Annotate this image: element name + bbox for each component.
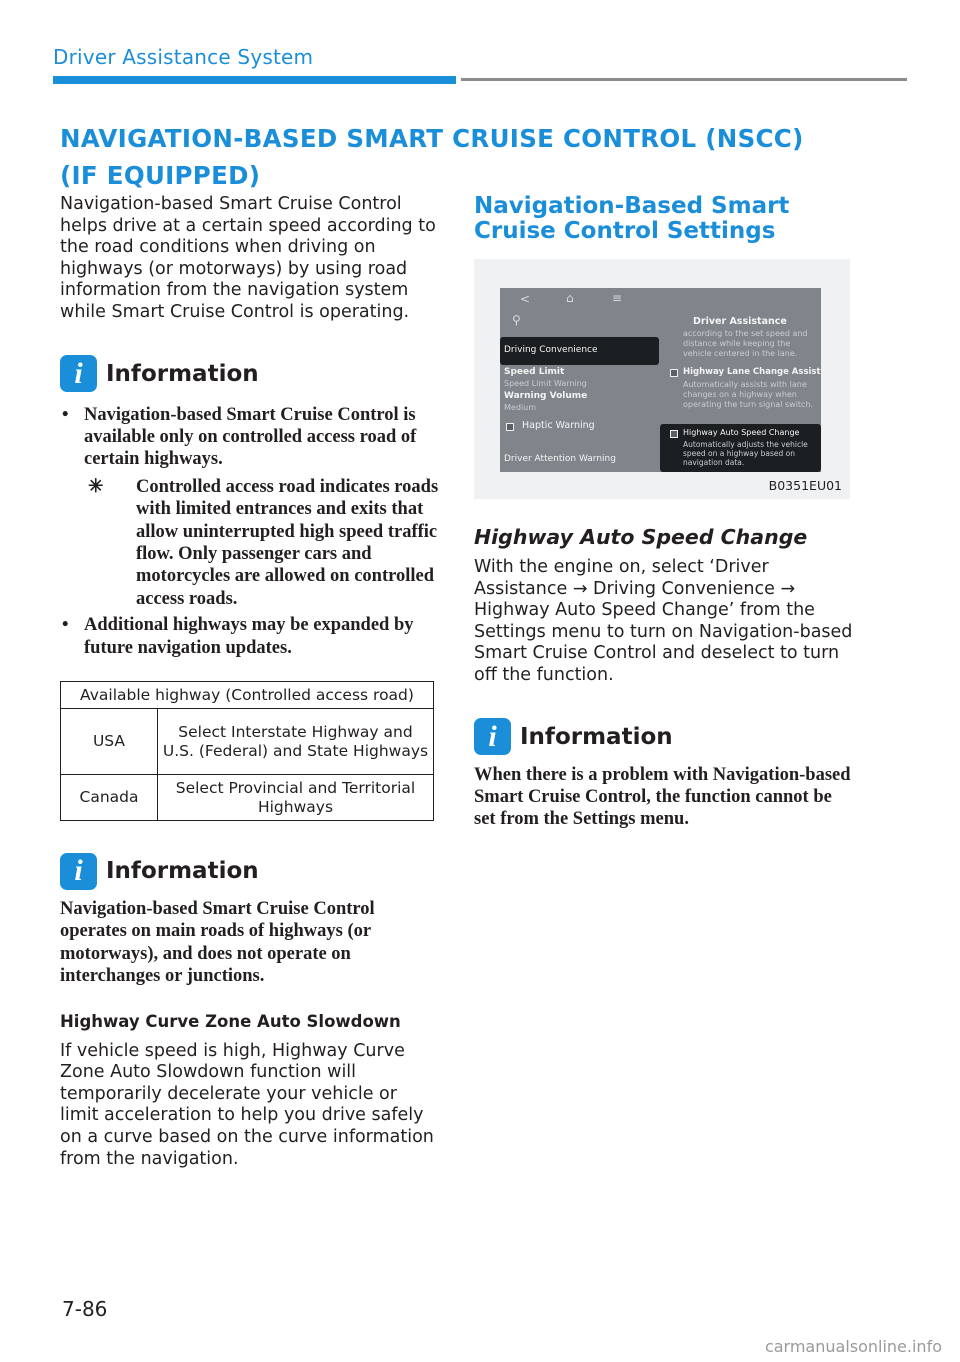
info-header — [474, 715, 854, 759]
bullet-text: Navigation-based Smart Cruise Control is available only on controlled access road of certain highways. — [84, 404, 417, 470]
option-lane-change: Highway Lane Change Assist — [683, 367, 821, 377]
settings-title: Navigation-Based Smart Cruise Control Settings — [474, 193, 790, 244]
info-box-1 — [60, 352, 440, 659]
list-item — [60, 614, 440, 659]
curve-title: Highway Curve Zone Auto Slowdown — [60, 1011, 401, 1031]
search-icon: ⚲ — [512, 313, 521, 327]
option-auto-speed: Highway Auto Speed Change — [683, 428, 800, 437]
bullet-marker: • — [62, 404, 69, 425]
info-header — [60, 849, 440, 893]
header-rule-gray — [461, 78, 907, 81]
checkbox-lane-change — [670, 369, 678, 377]
highway-table — [60, 681, 434, 821]
info-header — [60, 352, 440, 396]
table-cell-country: USA — [61, 709, 158, 775]
menu-icon: ≡ — [612, 291, 623, 305]
info-box-3 — [474, 715, 854, 831]
panel-desc: according to the set speed and distance while keeping the vehicle centered in the lane. — [683, 329, 808, 358]
menu-item-driver-attention: Driver Attention Warning — [504, 454, 616, 464]
menu-item-haptic-warning: Haptic Warning — [522, 420, 595, 431]
info-icon: i — [60, 355, 97, 392]
bullet-text: Additional highways may be expanded by future navigation updates. — [84, 615, 414, 658]
checkbox-haptic — [506, 423, 514, 431]
info-text: When there is a problem with Navigation-based Smart Cruise Control, the function cannot be set from the Settings menu. — [474, 764, 851, 830]
header-rule-accent — [53, 76, 456, 84]
checkbox-auto-speed — [670, 430, 678, 438]
intro-paragraph: Navigation-based Smart Cruise Control helps drive at a certain speed according to the road conditions when driving on highways (or motorways) by using road information from the navigation system while Smart Cruise Control is operating. — [60, 194, 436, 322]
back-icon: < — [520, 292, 531, 306]
option-lane-change-desc: Automatically assists with lane changes on a highway when operating the turn signal switch. — [683, 380, 814, 409]
note-text: Controlled access road indicates roads with limited entrances and exits that allow uninterrupted high speed traffic flow. Only passenger cars and motorcycles are allowed on controlled access roads. — [136, 476, 439, 609]
table-header: Available highway (Controlled access road) — [61, 682, 434, 709]
header-title: Driver Assistance System — [53, 45, 314, 69]
section-title-line1: NAVIGATION-BASED SMART CRUISE CONTROL (NSCC) — [60, 124, 804, 153]
menu-sub-speed-limit-warning: Speed Limit Warning — [504, 379, 587, 388]
note — [84, 476, 440, 610]
figure-code: B0351EU01 — [768, 478, 842, 493]
watermark: carmanualsonline.info — [764, 1337, 942, 1356]
table-cell-country: Canada — [61, 775, 158, 821]
menu-item-driving-convenience: Driving Convenience — [504, 345, 598, 355]
option-auto-speed-desc: Automatically adjusts the vehicle speed on a highway based on navigation data. — [683, 440, 808, 467]
bullet-marker: • — [62, 615, 69, 636]
right-column — [474, 194, 854, 831]
page-number: 7-86 — [62, 1297, 108, 1321]
menu-sub-warning-volume-value: Medium — [504, 403, 536, 412]
info-label: Information — [106, 360, 259, 387]
info-bullet-list — [60, 404, 440, 659]
section-title-line2: (IF EQUIPPED) — [60, 161, 261, 190]
settings-screen — [500, 288, 821, 472]
info-text: Navigation-based Smart Cruise Control operates on main roads of highways (or motorways), and does not operate on interchanges or junctions. — [60, 899, 375, 987]
left-column — [60, 194, 440, 1170]
table-cell-desc: Select Interstate Highway and U.S. (Federal) and State Highways — [158, 709, 434, 775]
menu-item-warning-volume: Warning Volume — [504, 391, 588, 401]
curve-paragraph: If vehicle speed is high, Highway Curve Zone Auto Slowdown function will temporarily decelerate your vehicle or limit acceleration to help you drive safely on a curve based on the curve information from the navigation. — [60, 1040, 434, 1169]
list-item — [60, 404, 440, 611]
info-box-2 — [60, 849, 440, 988]
info-icon: i — [474, 718, 511, 755]
table-cell-desc: Select Provincial and Territorial Highways — [158, 775, 434, 821]
panel-title: Driver Assistance — [693, 316, 787, 327]
section-title — [60, 120, 820, 194]
table-row — [61, 709, 434, 775]
info-label: Information — [520, 723, 673, 750]
settings-figure — [474, 259, 850, 499]
menu-item-speed-limit: Speed Limit — [504, 367, 565, 377]
auto-speed-subtitle: Highway Auto Speed Change — [474, 525, 808, 549]
table-row — [61, 775, 434, 821]
auto-speed-paragraph: With the engine on, select ‘Driver Assistance → Driving Convenience → Highway Auto Speed Change’ from the Settings menu to turn on Navigation-based Smart Cruise Control and deselect to turn off the function. — [474, 557, 853, 685]
asterisk-icon: ✳ — [88, 476, 104, 497]
info-icon: i — [60, 853, 97, 890]
info-label: Information — [106, 858, 259, 885]
home-icon: ⌂ — [566, 291, 574, 305]
